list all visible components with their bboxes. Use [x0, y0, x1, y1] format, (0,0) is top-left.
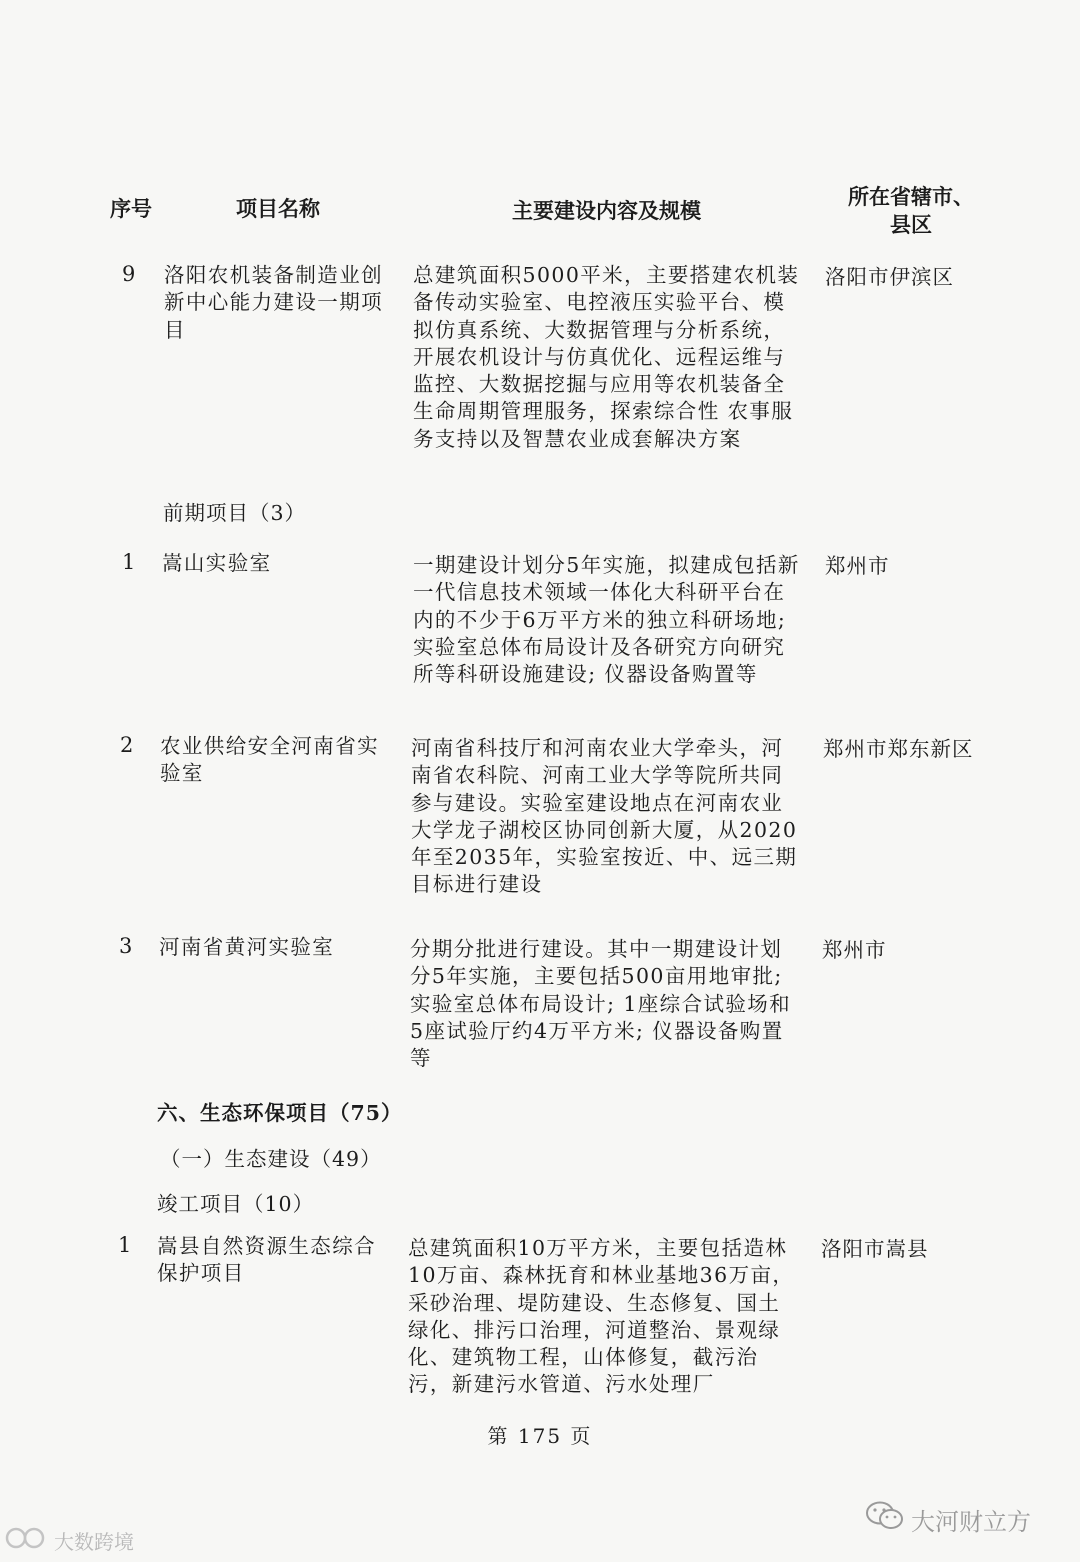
- header-seq: 序号: [110, 197, 152, 221]
- watermark-left: [4, 1526, 134, 1555]
- row-number: 2: [120, 733, 134, 757]
- header-content: 主要建设内容及规模: [512, 199, 701, 223]
- content-line: 拟仿真系统、大数据管理与分析系统，: [413, 317, 786, 342]
- project-location: 洛阳市嵩县: [821, 1237, 929, 1261]
- content-line: 一期建设计划分5年实施，拟建成包括新: [413, 553, 800, 577]
- content-line: 年至2035年，实验室按近、中、远三期: [411, 845, 798, 870]
- watermark-right: [865, 1500, 1031, 1538]
- content-line: 监控、大数据挖掘与应用等农机装备全: [413, 372, 786, 397]
- section-preliminary: 前期项目（3）: [163, 501, 307, 525]
- content-line: 化、建筑物工程，山体修复，截污治: [408, 1345, 759, 1370]
- content-line: 备传动实验室、电控液压实验平台、模: [413, 290, 786, 315]
- name-line: 目: [164, 317, 186, 342]
- header-location: [846, 183, 976, 239]
- name-line: 河南省黄河实验室: [159, 935, 335, 959]
- project-name: [162, 550, 400, 577]
- header-location-line2: 县区: [890, 213, 932, 237]
- content-line: 开展农机设计与仿真优化、远程运维与: [413, 344, 786, 369]
- content-line: 采砂治理、堤防建设、生态修复、国土: [408, 1290, 781, 1315]
- row-number: 3: [119, 934, 133, 958]
- content-line: 目标进行建设: [411, 872, 543, 897]
- content-line: 污，新建污水管道、污水处理厂: [408, 1372, 715, 1397]
- content-line: 大学龙子湖校区协同创新大厦，从2020: [411, 817, 798, 842]
- content-line: 参与建设。实验室建设地点在河南农业: [411, 790, 784, 815]
- content-line: 实验室总体布局设计及各研究方向研究: [413, 634, 786, 659]
- project-name: [159, 934, 397, 961]
- name-line: 嵩山实验室: [162, 551, 272, 575]
- watermark-left-text: 大数跨境: [54, 1530, 134, 1554]
- name-line: 洛阳农机装备制造业创: [164, 263, 383, 287]
- project-content: [411, 735, 807, 899]
- project-content: [410, 936, 806, 1072]
- logo-icon: [4, 1526, 48, 1555]
- project-name: [164, 262, 402, 344]
- page-number: 第 175 页: [487, 1424, 593, 1448]
- content-line: 实验室总体布局设计; 1座综合试验场和: [410, 991, 792, 1016]
- content-line: 10万亩、森林抚育和林业基地36万亩，: [408, 1263, 795, 1288]
- header-location-line1: 所在省辖市、: [848, 185, 974, 209]
- content-line: 南省农科院、河南工业大学等院所共同: [411, 763, 784, 788]
- content-line: 河南省科技厅和河南农业大学牵头，河: [411, 736, 784, 760]
- content-line: 务支持以及智慧农业成套解决方案: [413, 426, 742, 451]
- project-location: 洛阳市伊滨区: [825, 265, 954, 289]
- content-line: 一代信息技术领域一体化大科研平台在: [413, 580, 786, 605]
- section-ecology: 六、生态环保项目（75）: [157, 1101, 403, 1125]
- content-line: 总建筑面积5000平米，主要搭建农机装: [413, 263, 800, 287]
- name-line: 农业供给安全河南省实: [160, 734, 379, 758]
- watermark-right-text: 大河财立方: [911, 1507, 1031, 1536]
- content-line: 绿化、排污口治理，河道整治、景观绿: [408, 1317, 781, 1342]
- header-project-name: 项目名称: [236, 197, 320, 221]
- row-number: 9: [122, 262, 136, 286]
- name-line: 新中心能力建设一期项: [164, 290, 383, 315]
- content-line: 分期分批进行建设。其中一期建设计划: [410, 937, 783, 961]
- content-line: 生命周期管理服务，探索综合性 农事服: [413, 399, 794, 424]
- row-number: 1: [122, 550, 136, 574]
- content-line: 内的不少于6万平方米的独立科研场地;: [413, 607, 787, 632]
- section-eco-construction: （一）生态建设（49）: [160, 1147, 382, 1171]
- project-content: [413, 552, 809, 688]
- project-location: 郑州市: [822, 938, 887, 962]
- content-line: 等: [410, 1046, 432, 1071]
- project-location: 郑州市郑东新区: [823, 737, 974, 761]
- wechat-icon: [865, 1500, 905, 1538]
- section-completed: 竣工项目（10）: [157, 1192, 315, 1216]
- project-content: [413, 262, 809, 453]
- content-line: 分5年实施，主要包括500亩用地审批;: [410, 964, 783, 989]
- project-name: [160, 733, 398, 788]
- name-line: 嵩县自然资源生态综合: [157, 1234, 376, 1258]
- project-location: 郑州市: [825, 554, 890, 578]
- content-line: 5座试验厅约4万平方米; 仪器设备购置: [410, 1018, 784, 1043]
- content-line: 总建筑面积10万平方米，主要包括造林: [408, 1236, 788, 1260]
- name-line: 保护项目: [157, 1261, 245, 1286]
- project-name: [157, 1233, 395, 1288]
- name-line: 验室: [160, 761, 204, 786]
- content-line: 所等科研设施建设; 仪器设备购置等: [413, 662, 758, 687]
- project-content: [408, 1235, 804, 1399]
- row-number: 1: [118, 1233, 132, 1257]
